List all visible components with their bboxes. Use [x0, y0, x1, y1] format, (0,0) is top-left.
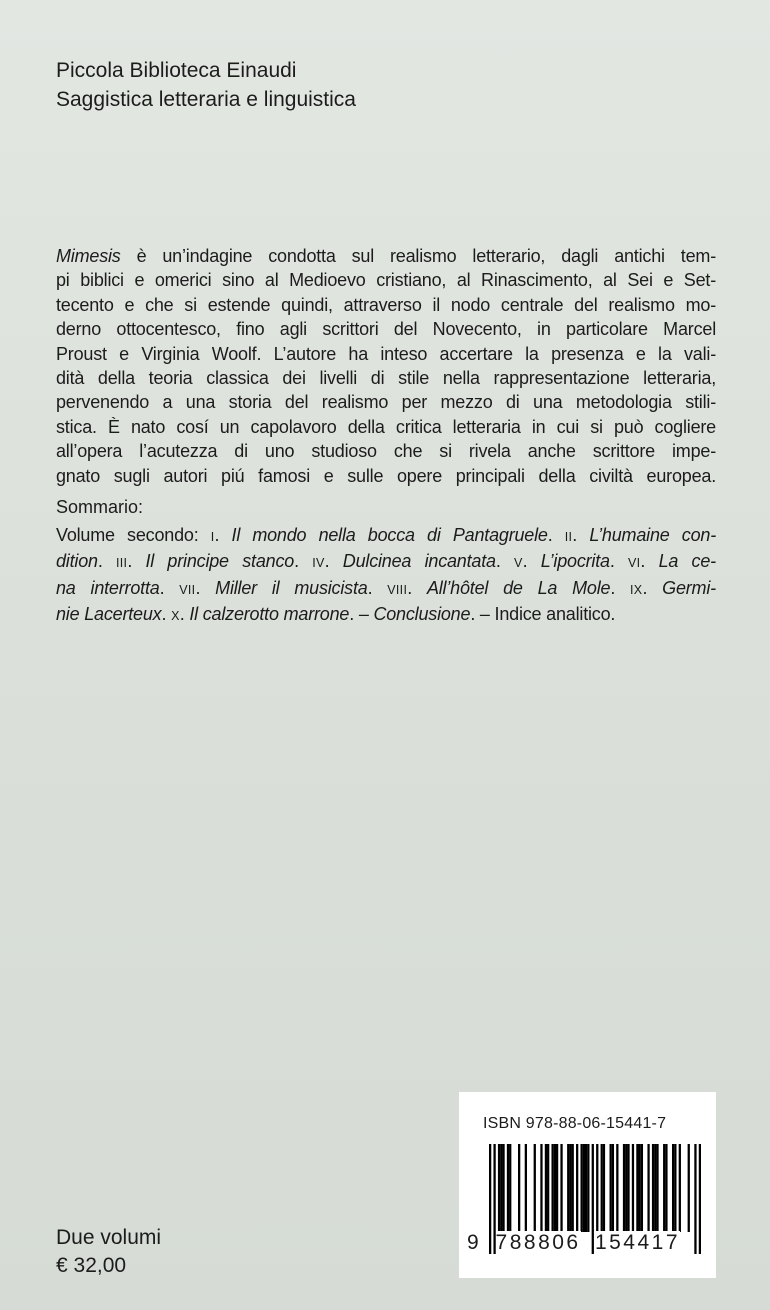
- barcode-bar: [498, 1144, 500, 1232]
- barcode-bar: [534, 1144, 536, 1232]
- barcode-bar: [647, 1144, 649, 1232]
- blurb-line: dità della teoria classica dei livelli di stile nella rappresentazione letteraria,: [56, 368, 716, 389]
- barcode-bar: [560, 1144, 562, 1232]
- ean-left-group: 788806: [495, 1231, 581, 1254]
- series-subtitle: Saggistica letteraria e linguistica: [56, 88, 356, 111]
- price-amount: € 32,00: [56, 1254, 127, 1277]
- barcode-bar: [545, 1144, 547, 1232]
- barcode-label: [459, 1092, 716, 1278]
- barcode-bar: [627, 1144, 629, 1232]
- barcode-bar: [616, 1144, 618, 1232]
- blurb-line: tecento e che si estende quindi, attraverso il nodo centrale del realismo mo-: [56, 294, 716, 315]
- barcode-bar: [509, 1144, 511, 1232]
- summary-line: dition. III. Il principe stanco. IV. Dulcinea incantata. V. L’ipocrita. VI. La ce-: [56, 551, 716, 572]
- barcode-bar: [656, 1144, 658, 1232]
- barcode-bar: [665, 1144, 667, 1232]
- barcode-bar: [572, 1144, 574, 1232]
- blurb-line: gnato sugli autori piú famosi e sulle opere principali della civiltà europea.: [56, 465, 716, 486]
- summary-heading: Sommario:: [56, 497, 144, 517]
- blurb-line: pi biblici e omerici sino al Medioevo cristiano, al Rinascimento, al Sei e Set-: [56, 270, 716, 291]
- barcode-bar: [551, 1144, 553, 1232]
- barcode-bar: [603, 1144, 605, 1232]
- barcode-bar: [507, 1144, 509, 1232]
- blurb-line: Mimesis è un’indagine condotta sul realismo letterario, dagli antichi tem-: [56, 246, 716, 266]
- barcode-bar: [583, 1144, 585, 1232]
- barcode-bar: [502, 1144, 504, 1232]
- blurb-text: [56, 244, 716, 488]
- barcode-bar: [679, 1144, 681, 1232]
- barcode-bar: [688, 1144, 690, 1232]
- barcode-bar: [576, 1144, 578, 1232]
- isbn-number: ISBN 978-88-06-15441-7: [483, 1115, 667, 1132]
- barcode-bar: [500, 1144, 502, 1232]
- summary-text: [56, 523, 716, 629]
- barcode-bar: [580, 1144, 582, 1232]
- barcode-bar: [623, 1144, 625, 1232]
- barcode-bar: [641, 1144, 643, 1232]
- barcode-bar: [663, 1144, 665, 1232]
- barcode-bar: [525, 1144, 527, 1232]
- summary-line: Volume secondo: I. Il mondo nella bocca di Pantagruele. II. L’humaine con-: [56, 525, 716, 545]
- ean-first-digit: 9: [467, 1231, 482, 1254]
- barcode-bar: [587, 1144, 589, 1232]
- barcode-bar: [601, 1144, 603, 1232]
- barcode-bar: [547, 1144, 549, 1232]
- blurb-line: pervenendo a una storia del realismo per mezzo di una metodologia stili-: [56, 392, 716, 413]
- barcode-bar: [585, 1144, 587, 1232]
- summary-line: na interrotta. VII. Miller il musicista. VIII. All’hôtel de La Mole. IX. Germi-: [56, 577, 716, 598]
- volume-count: Due volumi: [56, 1226, 162, 1249]
- blurb-line: stica. È nato cosí un capolavoro della critica letteraria in cui si può cogliere: [56, 416, 716, 437]
- barcode-bar: [639, 1144, 641, 1232]
- barcode-bar: [672, 1144, 674, 1232]
- barcode-bar: [518, 1144, 520, 1232]
- barcode-bar: [554, 1144, 556, 1232]
- barcode-bar: [652, 1144, 654, 1232]
- barcode-bar: [569, 1144, 571, 1232]
- barcode-bar: [636, 1144, 638, 1232]
- barcode-bar: [654, 1144, 656, 1232]
- series-title: [56, 56, 356, 114]
- series-name: Piccola Biblioteca Einaudi: [56, 59, 297, 82]
- barcode-bar: [632, 1144, 634, 1232]
- blurb-line: Proust e Virginia Woolf. L’autore ha inteso accertare la presenza e la vali-: [56, 343, 716, 364]
- ean-right-group: 154417: [594, 1231, 681, 1254]
- barcode-bar: [610, 1144, 612, 1232]
- barcode-bar: [625, 1144, 627, 1232]
- blurb-line: all’opera l’acutezza di uno studioso che si rivela anche scrittore impe-: [56, 441, 716, 462]
- price-block: [56, 1224, 161, 1280]
- barcode-bar: [540, 1144, 542, 1232]
- summary-line: nie Lacerteux. X. Il calzerotto marrone. – Conclusione. – Indice analitico.: [56, 604, 616, 625]
- barcode-bar: [612, 1144, 614, 1232]
- barcode-bar: [567, 1144, 569, 1232]
- book-title-italic: Mimesis: [56, 246, 121, 266]
- barcode-bar: [556, 1144, 558, 1232]
- blurb-line: derno ottocentesco, fino agli scrittori del Novecento, in particolare Marcel: [56, 319, 716, 340]
- ean-digits: [467, 1231, 707, 1255]
- barcode-bar: [674, 1144, 676, 1232]
